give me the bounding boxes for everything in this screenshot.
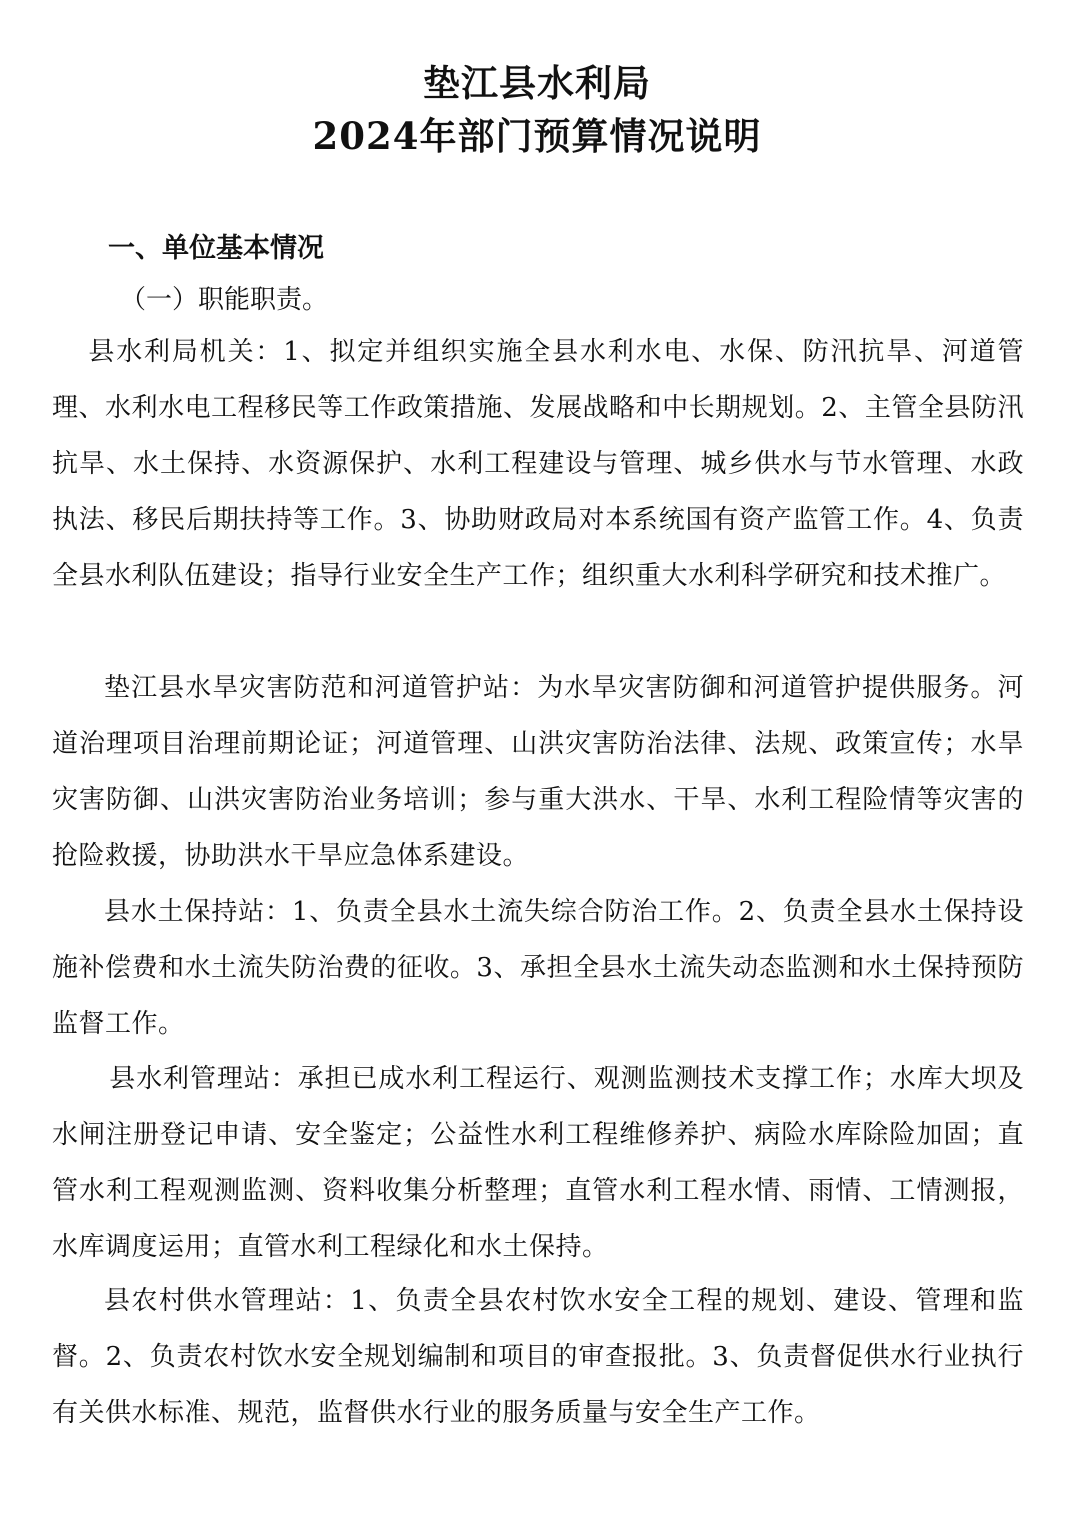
paragraph-water-management-station: 县水利管理站：承担已成水利工程运行、观测监测技术支撑工作；水库大坝及水闸注册登记申请、安全鉴定；公益性水利工程维修养护、病险水库除险加固；直管水利工程观测监测、资料收集分析整理；直管水利工程水情、雨情、工情测报，水库调度运用；直管水利工程绿化和水土保持。 xyxy=(52,1064,1024,1262)
document-title-line2: 2024年部门预算情况说明 xyxy=(312,114,762,158)
paragraph-water-bureau: 县水利局机关：1、拟定并组织实施全县水利水电、水保、防汛抗旱、河道管理、水利水电工程移民等工作政策措施、发展战略和中长期规划。2、主管全县防汛抗旱、水土保持、水资源保护、水利工程建设与管理、城乡供水与节水管理、水政执法、移民后期扶持等工作。3、协助财政局对本系统国有资产监管工作。4、负责全县水利队伍建设；指导行业安全生产工作；组织重大水利科学研究和技术推广。 xyxy=(52,337,1024,591)
section-heading-basic-info: 一、单位基本情况 xyxy=(108,233,324,264)
paragraph-soil-conservation-station: 县水土保持站：1、负责全县水土流失综合防治工作。2、负责全县水土保持设施补偿费和水土流失防治费的征收。3、承担全县水土流失动态监测和水土保持预防监督工作。 xyxy=(52,897,1024,1039)
paragraph-flood-drought-station: 垫江县水旱灾害防范和河道管护站：为水旱灾害防御和河道管护提供服务。河道治理项目治理前期论证；河道管理、山洪灾害防治法律、法规、政策宣传；水旱灾害防御、山洪灾害防治业务培训；参与重大洪水、干旱、水利工程险情等灾害的抢险救援，协助洪水干旱应急体系建设。 xyxy=(52,673,1024,871)
subsection-heading-functions: （一）职能职责。 xyxy=(120,285,329,315)
paragraph-rural-water-supply-station: 县农村供水管理站：1、负责全县农村饮水安全工程的规划、建设、管理和监督。2、负责农村饮水安全规划编制和项目的审查报批。3、负责督促供水行业执行有关供水标准、规范，监督供水行业的服务质量与安全生产工作。 xyxy=(52,1286,1024,1428)
document-title-line1: 垫江县水利局 xyxy=(423,61,651,105)
